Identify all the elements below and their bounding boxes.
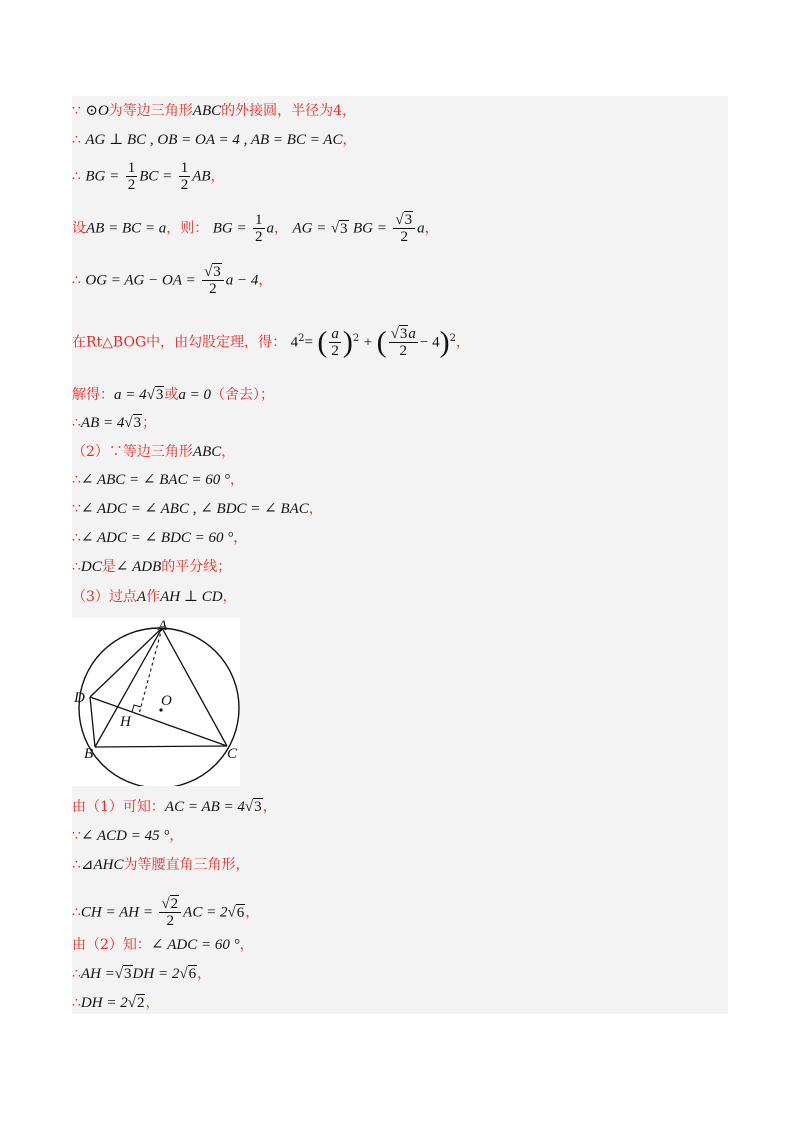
fraction: $\frac{1}{2}$ (255, 212, 263, 245)
fraction: $\frac{√2}{2}$ (159, 896, 181, 929)
line-21: ∴DH = 2√2， (72, 995, 160, 1011)
segment-ac (162, 628, 227, 746)
sqrt: √3 (330, 220, 348, 237)
line-2 (72, 131, 356, 149)
line-8: ∴AB = 4√3； (72, 415, 157, 431)
math: OG = AG − OA = (85, 272, 196, 289)
line-18: ∴CH = AH = $\frac{√2}{2}$ AC = 2√6， (72, 896, 260, 929)
label-a: A (158, 618, 168, 634)
math: BC = (139, 168, 173, 185)
line-10: ∴∠ ABC = ∠ BAC = 60 °， (72, 472, 244, 488)
line-14: （3）过点A作AH ⊥ CD， (72, 589, 237, 605)
line-11: ∵∠ ADC = ∠ ABC , ∠ BDC = ∠ BAC， (72, 501, 323, 517)
circle-o: ⊙O (85, 103, 109, 119)
segment-dc (90, 697, 227, 746)
line-6: 在Rt△BOG中，由勾股定理，得： $4^2=$ ( $\frac{a}{2}$ )$^2$ + ( $\frac{√3a}{2}$ − 4)$^2$， (72, 325, 470, 359)
line-5: ∴ OG = AG − OA = $\frac{√3}{2}$ a − 4， (72, 264, 273, 297)
line-12: ∴∠ ADC = ∠ BDC = 60 °， (72, 530, 248, 546)
math: AB = BC = a (86, 220, 167, 237)
line-16: ∵∠ ACD = 45 °， (72, 828, 184, 844)
math-expression: AG ⊥ BC , OB = OA = 4 , AB = BC = AC (85, 132, 343, 148)
circle-diagram (72, 618, 240, 786)
therefore-symbol: ∴ (72, 168, 81, 185)
therefore-symbol: ∴ (72, 132, 81, 148)
geometry-figure (72, 618, 240, 786)
since-symbol: ∵ (72, 103, 81, 119)
fraction: $\frac{√3}{2}$ (202, 264, 224, 297)
math: BG = (85, 168, 120, 185)
math: BG = (212, 220, 247, 237)
segment-db (90, 697, 95, 747)
text: ，则： (166, 220, 209, 237)
text: 为等边三角形 (108, 103, 193, 119)
fraction: $\frac{a}{2}$ (331, 326, 339, 359)
fraction: $\frac{√3a}{2}$ (390, 326, 416, 359)
solution-sheet (72, 96, 728, 1014)
line-9: （2）∵等边三角形ABC， (72, 444, 236, 460)
fraction: $\frac{1}{2}$ (180, 160, 189, 193)
segment-ah-dashed (139, 628, 162, 714)
line-13: ∴DC是∠ ADB的平分线； (72, 559, 232, 575)
fraction: $\frac{1}{2}$ (127, 160, 136, 193)
line-20: ∴AH =√3DH = 2√6， (72, 966, 212, 982)
line-3: ∴ BG = $\frac{1}{2}$ BC = $\frac{1}{2}$ AB， (72, 160, 225, 193)
math: BG = (353, 220, 387, 237)
punct: ， (342, 132, 357, 148)
triangle-name: ABC (192, 103, 222, 119)
label-b: B (84, 746, 94, 762)
segment-ad (90, 628, 162, 697)
line-19: 由（2）知：∠ ADC = 60 °， (72, 937, 254, 953)
math: AB (192, 168, 211, 185)
line-17: ∴⊿AHC为等腰直角三角形， (72, 857, 250, 873)
text: 设 (72, 220, 86, 237)
math: a − 4 (225, 272, 259, 289)
label-d: D (74, 690, 85, 706)
circumcircle (79, 628, 239, 786)
math: AG = (292, 220, 327, 237)
line-15: 由（1）可知：AC = AB = 4√3， (72, 799, 277, 815)
line-7: 解得：a = 4√3或a = 0（舍去）； (72, 387, 274, 403)
line-4: 设AB = BC = a，则： BG = $\frac{1}{2}$ a， AG = √3 BG = $\frac{√3}{2}$ a， (72, 212, 439, 245)
line-1 (72, 102, 356, 120)
text: 的外接圆，半径为4， (221, 103, 357, 119)
fraction: $\frac{√3}{2}$ (393, 212, 415, 245)
label-c: C (227, 746, 238, 762)
label-h: H (120, 714, 131, 730)
text: 在Rt△BOG中，由勾股定理，得： (72, 334, 287, 351)
label-o: O (161, 693, 172, 709)
therefore-symbol: ∴ (72, 272, 81, 289)
segment-bc (95, 746, 227, 747)
